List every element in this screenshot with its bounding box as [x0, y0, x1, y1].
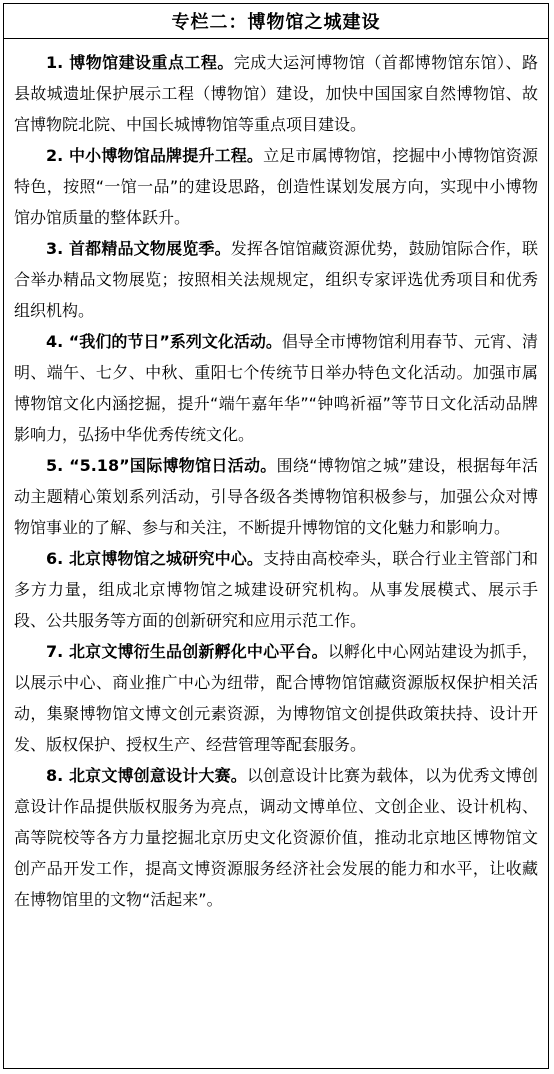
- item-7-heading: 7. 北京文博衍生品创新孵化中心平台。: [46, 642, 328, 661]
- item-3: [14, 233, 538, 326]
- item-1-heading: 1. 博物馆建设重点工程。: [46, 53, 234, 72]
- item-8-text: 以创意设计比赛为载体，以为优秀文博创意设计作品提供版权服务为亮点，调动文博单位、文创企业、设计机构、高等院校等各方力量挖掘北京历史文化资源价值，推动北京地区博物馆文创产品开发工作，提高文博资源服务经济社会发展的能力和水平，让收藏在博物馆里的文物“活起来”。: [14, 766, 538, 909]
- item-6: [14, 543, 538, 636]
- item-6-text: 支持由高校牵头，联合行业主管部门和多方力量，组成北京博物馆之城建设研究机构。从事发展模式、展示手段、公共服务等方面的创新研究和应用示范工作。: [14, 549, 538, 630]
- item-5-heading: 5. “5.18”国际博物馆日活动。: [46, 456, 277, 475]
- item-6-heading: 6. 北京博物馆之城研究中心。: [46, 549, 264, 568]
- item-5: [14, 450, 538, 543]
- item-8-heading: 8. 北京文博创意设计大赛。: [46, 766, 247, 785]
- item-1: [14, 47, 538, 140]
- item-5-text: 围绕“博物馆之城”建设，根据每年活动主题精心策划系列活动，引导各级各类博物馆积极参与，加强公众对博物馆事业的了解、参与和关注，不断提升博物馆的文化魅力和影响力。: [14, 456, 538, 537]
- item-4-heading: 4. “我们的节日”系列文化活动。: [46, 332, 282, 351]
- column-title: 专栏二：博物馆之城建设: [4, 4, 548, 39]
- column-box: [3, 3, 549, 1069]
- item-8: [14, 760, 538, 915]
- item-7: [14, 636, 538, 760]
- item-3-text: 发挥各馆馆藏资源优势，鼓励馆际合作，联合举办精品文物展览；按照相关法规规定，组织专家评选优秀项目和优秀组织机构。: [14, 239, 538, 320]
- column-content: [4, 39, 548, 915]
- item-3-heading: 3. 首都精品文物展览季。: [46, 239, 231, 258]
- item-2: [14, 140, 538, 233]
- item-4: [14, 326, 538, 450]
- item-4-text: 倡导全市博物馆利用春节、元宵、清明、端午、七夕、中秋、重阳七个传统节日举办特色文化活动。加强市属博物馆文化内涵挖掘，提升“端午嘉年华”“钟鸣祈福”等节日文化活动品牌影响力，弘扬中华优秀传统文化。: [14, 332, 538, 444]
- item-7-text: 以孵化中心网站建设为抓手，以展示中心、商业推广中心为纽带，配合博物馆馆藏资源版权保护相关活动，集聚博物馆文博文创元素资源，为博物馆文创提供政策扶持、设计开发、版权保护、授权生产、经营管理等配套服务。: [14, 642, 538, 754]
- item-2-heading: 2. 中小博物馆品牌提升工程。: [46, 146, 264, 165]
- item-1-text: 完成大运河博物馆（首都博物馆东馆）、路县故城遗址保护展示工程（博物馆）建设，加快中国国家自然博物馆、故宫博物院北院、中国长城博物馆等重点项目建设。: [14, 53, 538, 134]
- item-2-text: 立足市属博物馆，挖掘中小博物馆资源特色，按照“一馆一品”的建设思路，创造性谋划发展方向，实现中小博物馆办馆质量的整体跃升。: [14, 146, 538, 227]
